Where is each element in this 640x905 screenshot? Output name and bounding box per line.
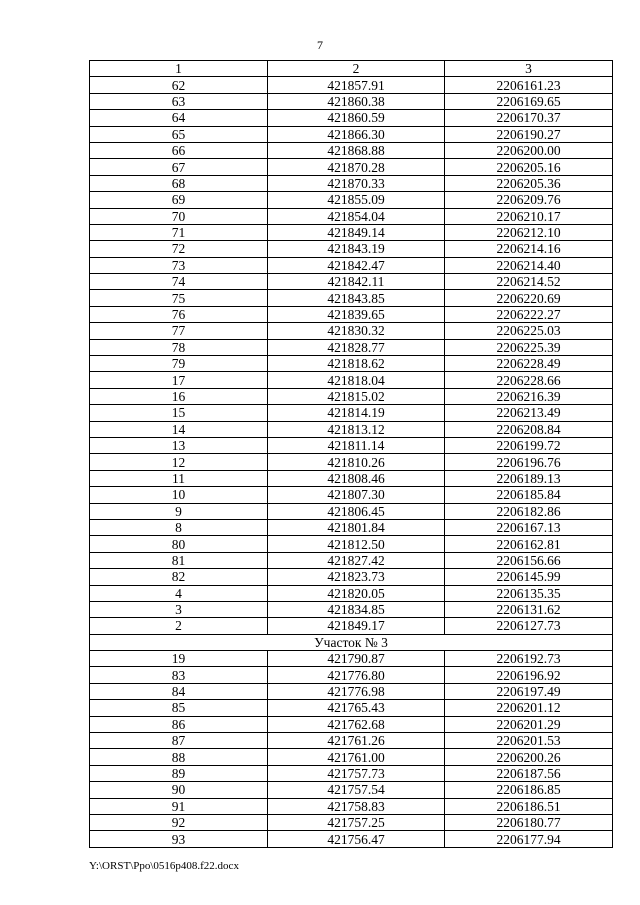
point-number-cell: 13 xyxy=(90,437,268,453)
y-coordinate-cell: 2206167.13 xyxy=(445,519,613,535)
point-number-cell: 77 xyxy=(90,323,268,339)
y-coordinate-cell: 2206135.35 xyxy=(445,585,613,601)
x-coordinate-cell: 421842.11 xyxy=(268,274,445,290)
x-coordinate-cell: 421813.12 xyxy=(268,421,445,437)
point-number-cell: 3 xyxy=(90,601,268,617)
y-coordinate-cell: 2206186.51 xyxy=(445,798,613,814)
y-coordinate-cell: 2206189.13 xyxy=(445,470,613,486)
y-coordinate-cell: 2206228.66 xyxy=(445,372,613,388)
point-number-cell: 92 xyxy=(90,814,268,830)
x-coordinate-cell: 421849.17 xyxy=(268,618,445,634)
y-coordinate-cell: 2206225.39 xyxy=(445,339,613,355)
table-row xyxy=(90,274,613,290)
point-number-cell: 63 xyxy=(90,93,268,109)
column-header: 3 xyxy=(445,61,613,77)
table-row xyxy=(90,700,613,716)
table-row xyxy=(90,454,613,470)
table-row xyxy=(90,159,613,175)
y-coordinate-cell: 2206201.12 xyxy=(445,700,613,716)
point-number-cell: 82 xyxy=(90,569,268,585)
y-coordinate-cell: 2206196.76 xyxy=(445,454,613,470)
x-coordinate-cell: 421815.02 xyxy=(268,388,445,404)
page-number: 7 xyxy=(317,38,323,52)
table-row xyxy=(90,618,613,634)
table-row xyxy=(90,388,613,404)
x-coordinate-cell: 421757.25 xyxy=(268,814,445,830)
point-number-cell: 67 xyxy=(90,159,268,175)
point-number-cell: 79 xyxy=(90,356,268,372)
table-row xyxy=(90,782,613,798)
y-coordinate-cell: 2206199.72 xyxy=(445,437,613,453)
table-row xyxy=(90,257,613,273)
table-row xyxy=(90,110,613,126)
point-number-cell: 85 xyxy=(90,700,268,716)
point-number-cell: 62 xyxy=(90,77,268,93)
table-row xyxy=(90,356,613,372)
point-number-cell: 12 xyxy=(90,454,268,470)
y-coordinate-cell: 2206131.62 xyxy=(445,601,613,617)
x-coordinate-cell: 421843.85 xyxy=(268,290,445,306)
point-number-cell: 66 xyxy=(90,142,268,158)
table-row xyxy=(90,487,613,503)
table-row xyxy=(90,241,613,257)
y-coordinate-cell: 2206216.39 xyxy=(445,388,613,404)
x-coordinate-cell: 421827.42 xyxy=(268,552,445,568)
x-coordinate-cell: 421870.28 xyxy=(268,159,445,175)
point-number-cell: 78 xyxy=(90,339,268,355)
x-coordinate-cell: 421765.43 xyxy=(268,700,445,716)
x-coordinate-cell: 421790.87 xyxy=(268,651,445,667)
point-number-cell: 87 xyxy=(90,733,268,749)
section-label: Участок № 3 xyxy=(90,634,613,650)
point-number-cell: 89 xyxy=(90,765,268,781)
point-number-cell: 80 xyxy=(90,536,268,552)
table-row xyxy=(90,601,613,617)
x-coordinate-cell: 421857.91 xyxy=(268,77,445,93)
point-number-cell: 72 xyxy=(90,241,268,257)
y-coordinate-cell: 2206214.40 xyxy=(445,257,613,273)
table-row xyxy=(90,585,613,601)
x-coordinate-cell: 421811.14 xyxy=(268,437,445,453)
point-number-cell: 93 xyxy=(90,831,268,847)
x-coordinate-cell: 421757.73 xyxy=(268,765,445,781)
table-header-row xyxy=(90,61,613,77)
x-coordinate-cell: 421812.50 xyxy=(268,536,445,552)
table-row xyxy=(90,126,613,142)
x-coordinate-cell: 421834.85 xyxy=(268,601,445,617)
point-number-cell: 16 xyxy=(90,388,268,404)
y-coordinate-cell: 2206220.69 xyxy=(445,290,613,306)
point-number-cell: 8 xyxy=(90,519,268,535)
point-number-cell: 17 xyxy=(90,372,268,388)
x-coordinate-cell: 421801.84 xyxy=(268,519,445,535)
x-coordinate-cell: 421849.14 xyxy=(268,224,445,240)
table-row xyxy=(90,470,613,486)
x-coordinate-cell: 421828.77 xyxy=(268,339,445,355)
y-coordinate-cell: 2206127.73 xyxy=(445,618,613,634)
x-coordinate-cell: 421868.88 xyxy=(268,142,445,158)
x-coordinate-cell: 421808.46 xyxy=(268,470,445,486)
table-row xyxy=(90,290,613,306)
y-coordinate-cell: 2206187.56 xyxy=(445,765,613,781)
x-coordinate-cell: 421776.98 xyxy=(268,683,445,699)
x-coordinate-cell: 421839.65 xyxy=(268,306,445,322)
table-row xyxy=(90,93,613,109)
y-coordinate-cell: 2206200.00 xyxy=(445,142,613,158)
point-number-cell: 64 xyxy=(90,110,268,126)
y-coordinate-cell: 2206170.37 xyxy=(445,110,613,126)
x-coordinate-cell: 421756.47 xyxy=(268,831,445,847)
y-coordinate-cell: 2206228.49 xyxy=(445,356,613,372)
point-number-cell: 83 xyxy=(90,667,268,683)
point-number-cell: 14 xyxy=(90,421,268,437)
y-coordinate-cell: 2206197.49 xyxy=(445,683,613,699)
point-number-cell: 91 xyxy=(90,798,268,814)
point-number-cell: 81 xyxy=(90,552,268,568)
y-coordinate-cell: 2206222.27 xyxy=(445,306,613,322)
point-number-cell: 90 xyxy=(90,782,268,798)
y-coordinate-cell: 2206201.53 xyxy=(445,733,613,749)
y-coordinate-cell: 2206182.86 xyxy=(445,503,613,519)
point-number-cell: 73 xyxy=(90,257,268,273)
table-row xyxy=(90,651,613,667)
table-row xyxy=(90,323,613,339)
x-coordinate-cell: 421762.68 xyxy=(268,716,445,732)
table-row xyxy=(90,405,613,421)
point-number-cell: 9 xyxy=(90,503,268,519)
table-row xyxy=(90,831,613,847)
x-coordinate-cell: 421814.19 xyxy=(268,405,445,421)
y-coordinate-cell: 2206208.84 xyxy=(445,421,613,437)
table-row xyxy=(90,536,613,552)
y-coordinate-cell: 2206185.84 xyxy=(445,487,613,503)
x-coordinate-cell: 421860.59 xyxy=(268,110,445,126)
y-coordinate-cell: 2206210.17 xyxy=(445,208,613,224)
table-row xyxy=(90,306,613,322)
y-coordinate-cell: 2206161.23 xyxy=(445,77,613,93)
point-number-cell: 71 xyxy=(90,224,268,240)
point-number-cell: 10 xyxy=(90,487,268,503)
table-row xyxy=(90,733,613,749)
point-number-cell: 11 xyxy=(90,470,268,486)
y-coordinate-cell: 2206212.10 xyxy=(445,224,613,240)
table-row xyxy=(90,667,613,683)
table-row xyxy=(90,519,613,535)
y-coordinate-cell: 2206177.94 xyxy=(445,831,613,847)
column-header: 1 xyxy=(90,61,268,77)
x-coordinate-cell: 421810.26 xyxy=(268,454,445,470)
point-number-cell: 86 xyxy=(90,716,268,732)
y-coordinate-cell: 2206186.85 xyxy=(445,782,613,798)
x-coordinate-cell: 421823.73 xyxy=(268,569,445,585)
table-row xyxy=(90,192,613,208)
table-row xyxy=(90,814,613,830)
y-coordinate-cell: 2206169.65 xyxy=(445,93,613,109)
y-coordinate-cell: 2206145.99 xyxy=(445,569,613,585)
y-coordinate-cell: 2206205.16 xyxy=(445,159,613,175)
y-coordinate-cell: 2206192.73 xyxy=(445,651,613,667)
section-row xyxy=(90,634,613,650)
x-coordinate-cell: 421806.45 xyxy=(268,503,445,519)
point-number-cell: 2 xyxy=(90,618,268,634)
table-row xyxy=(90,208,613,224)
x-coordinate-cell: 421830.32 xyxy=(268,323,445,339)
table-row xyxy=(90,372,613,388)
point-number-cell: 68 xyxy=(90,175,268,191)
point-number-cell: 19 xyxy=(90,651,268,667)
table-row xyxy=(90,437,613,453)
x-coordinate-cell: 421820.05 xyxy=(268,585,445,601)
y-coordinate-cell: 2206162.81 xyxy=(445,536,613,552)
y-coordinate-cell: 2206190.27 xyxy=(445,126,613,142)
x-coordinate-cell: 421807.30 xyxy=(268,487,445,503)
y-coordinate-cell: 2206205.36 xyxy=(445,175,613,191)
table-row xyxy=(90,77,613,93)
y-coordinate-cell: 2206225.03 xyxy=(445,323,613,339)
file-path-footer: Y:\ORST\Ppo\0516p408.f22.docx xyxy=(89,860,239,872)
y-coordinate-cell: 2206214.52 xyxy=(445,274,613,290)
point-number-cell: 69 xyxy=(90,192,268,208)
x-coordinate-cell: 421761.26 xyxy=(268,733,445,749)
x-coordinate-cell: 421855.09 xyxy=(268,192,445,208)
table-row xyxy=(90,421,613,437)
x-coordinate-cell: 421866.30 xyxy=(268,126,445,142)
point-number-cell: 4 xyxy=(90,585,268,601)
y-coordinate-cell: 2206196.92 xyxy=(445,667,613,683)
x-coordinate-cell: 421842.47 xyxy=(268,257,445,273)
y-coordinate-cell: 2206214.16 xyxy=(445,241,613,257)
table-row xyxy=(90,765,613,781)
point-number-cell: 74 xyxy=(90,274,268,290)
table-row xyxy=(90,749,613,765)
point-number-cell: 84 xyxy=(90,683,268,699)
y-coordinate-cell: 2206180.77 xyxy=(445,814,613,830)
y-coordinate-cell: 2206156.66 xyxy=(445,552,613,568)
y-coordinate-cell: 2206209.76 xyxy=(445,192,613,208)
y-coordinate-cell: 2206200.26 xyxy=(445,749,613,765)
point-number-cell: 75 xyxy=(90,290,268,306)
table-row xyxy=(90,683,613,699)
x-coordinate-cell: 421818.62 xyxy=(268,356,445,372)
x-coordinate-cell: 421843.19 xyxy=(268,241,445,257)
x-coordinate-cell: 421854.04 xyxy=(268,208,445,224)
column-header: 2 xyxy=(268,61,445,77)
table-row xyxy=(90,798,613,814)
table-row xyxy=(90,503,613,519)
table-row xyxy=(90,569,613,585)
table-row xyxy=(90,716,613,732)
point-number-cell: 76 xyxy=(90,306,268,322)
x-coordinate-cell: 421757.54 xyxy=(268,782,445,798)
table-row xyxy=(90,552,613,568)
y-coordinate-cell: 2206213.49 xyxy=(445,405,613,421)
point-number-cell: 15 xyxy=(90,405,268,421)
table-row xyxy=(90,339,613,355)
point-number-cell: 70 xyxy=(90,208,268,224)
table-row xyxy=(90,175,613,191)
table-row xyxy=(90,224,613,240)
table-body xyxy=(90,77,613,847)
table-row xyxy=(90,142,613,158)
y-coordinate-cell: 2206201.29 xyxy=(445,716,613,732)
point-number-cell: 88 xyxy=(90,749,268,765)
x-coordinate-cell: 421761.00 xyxy=(268,749,445,765)
coordinates-table xyxy=(89,60,613,848)
x-coordinate-cell: 421860.38 xyxy=(268,93,445,109)
x-coordinate-cell: 421758.83 xyxy=(268,798,445,814)
x-coordinate-cell: 421818.04 xyxy=(268,372,445,388)
x-coordinate-cell: 421870.33 xyxy=(268,175,445,191)
point-number-cell: 65 xyxy=(90,126,268,142)
x-coordinate-cell: 421776.80 xyxy=(268,667,445,683)
